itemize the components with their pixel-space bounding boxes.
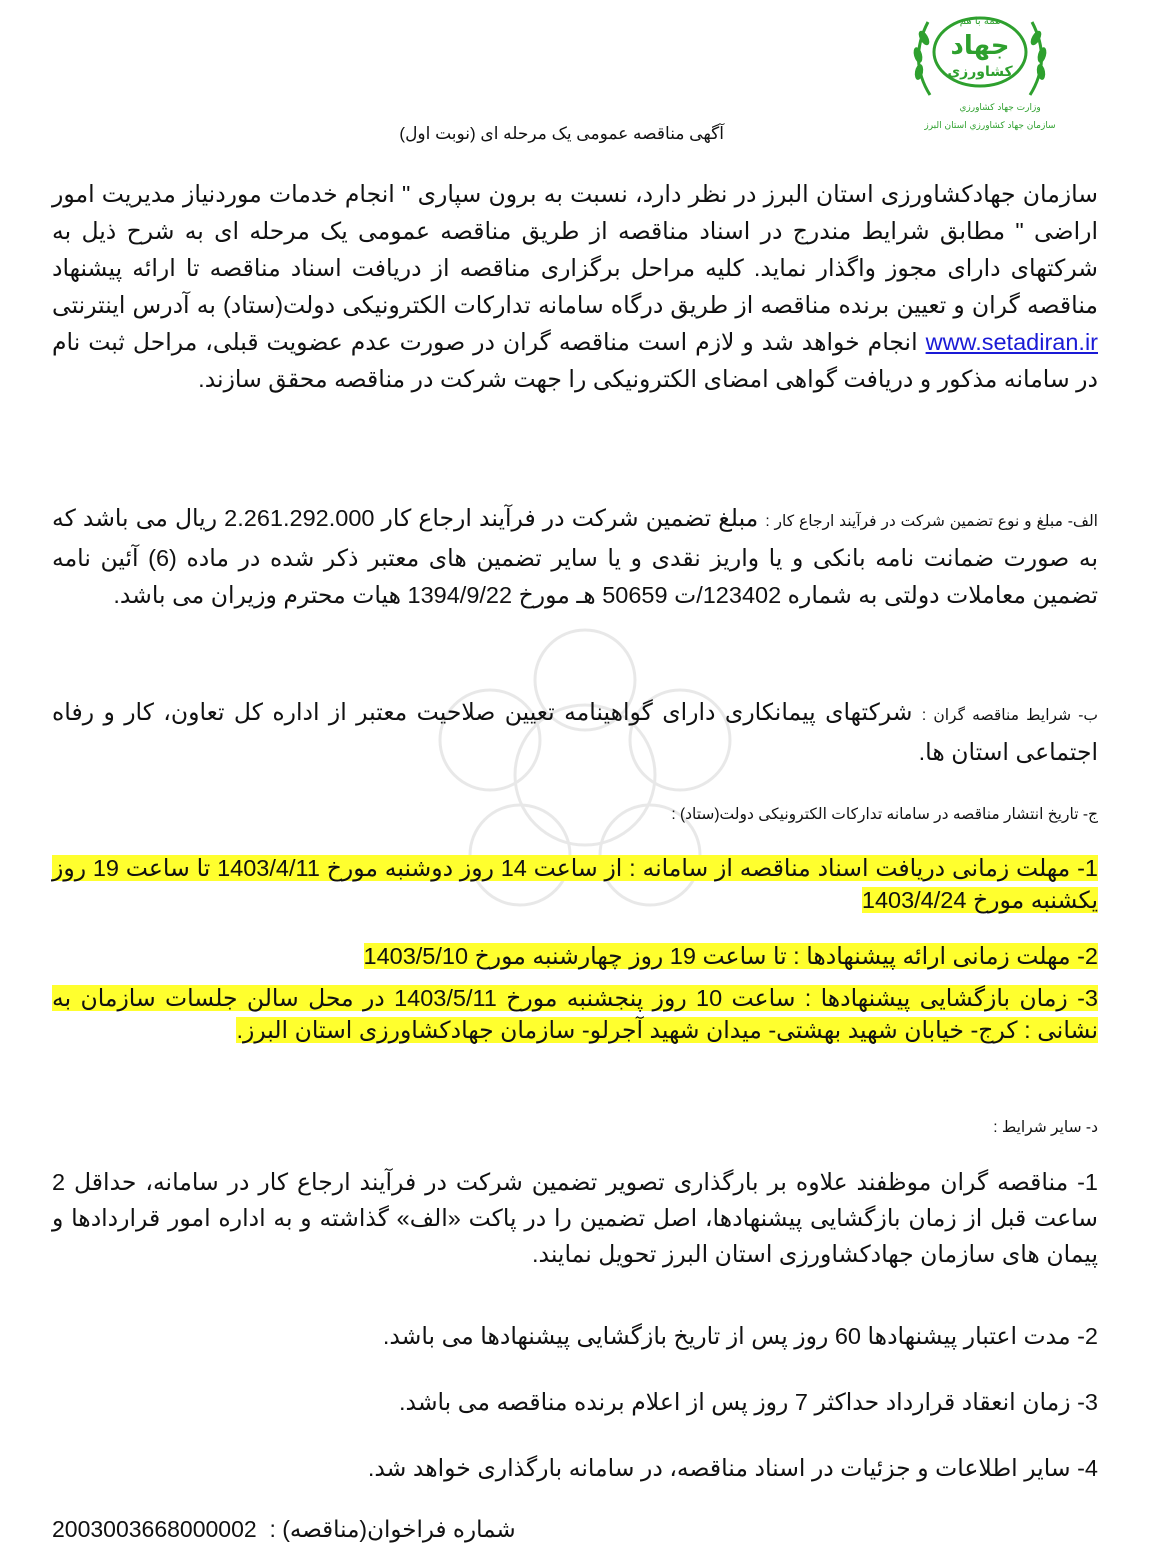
jahad-keshavarzi-logo (890, 0, 1070, 135)
intro-text-after-link: انجام خواهد شد و لازم است مناقصه گران در صورت عدم عضویت قبلی، مراحل ثبت نام در سامانه مذکور و دریافت گواهی امضای الکترونیکی را جهت شرکت در مناقصه محقق سازند. (52, 329, 1098, 392)
section-b (52, 694, 1098, 771)
condition-item: 4- سایر اطلاعات و جزئیات در اسناد مناقصه، در سامانه بارگذاری خواهد شد. (367, 1455, 1098, 1481)
date-item-text: 2- مهلت زمانی ارائه پیشنهادها : تا ساعت 19 روز چهارشنبه مورخ 1403/5/10 (363, 943, 1098, 969)
condition-item: 2- مدت اعتبار پیشنهادها 60 روز پس از تاریخ بازگشایی پیشنهادها می باشد. (382, 1323, 1098, 1349)
tender-number-value: 2003003668000002 (52, 1516, 257, 1542)
date-item (52, 940, 1098, 972)
announcement-heading: آگهی مناقصه عمومی یک مرحله ای (نوبت اول) (399, 124, 724, 143)
intro-text-before-link: سازمان جهادکشاورزی استان البرز در نظر دارد، نسبت به برون سپاری " انجام خدمات موردنیاز مدیریت امور اراضی " مطابق شرایط مندرج در اسناد مناقصه از طریق مناقصه عمومی یک مرحله ای به شرح ذیل به شرکتهای دارای مجوز واگذار نماید. کلیه مراحل برگزاری مناقصه از دریافت اسناد مناقصه تا ارائه پیشنهاد مناقصه گران و تعیین برنده مناقصه از طریق درگاه سامانه تدارکات الکترونیکی دولت(ستاد) به آدرس اینترنتی (52, 181, 1098, 318)
section-b-label: ب- شرایط مناقصه گران : (921, 707, 1098, 724)
section-c-label: ج- تاریخ انتشار مناقصه در سامانه تدارکات الکترونیکی دولت(ستاد) : (671, 806, 1098, 823)
condition-item: 1- مناقصه گران موظفند علاوه بر بارگذاری تصویر تضمین شرکت در فرآیند ارجاع کار در سامانه، حداقل 2 ساعت قبل از زمان بازگشایی پیشنهادها، اصل تضمین را در پاکت «الف» گذاشته و به اداره امور قراردادها و پیمان های سازمان جهادکشاورزی استان البرز تحویل نمایند. (52, 1169, 1098, 1267)
setadiran-link[interactable]: www.setadiran.ir (925, 329, 1098, 355)
tender-number (52, 1516, 516, 1543)
section-b-text: شرکتهای پیمانکاری دارای گواهینامه تعیین صلاحیت معتبر از اداره کل تعاون، کار و رفاه اجتماعی استان ها. (52, 699, 1098, 765)
logo-main-text: جهاد (950, 31, 1010, 61)
date-item (52, 982, 1098, 1046)
logo-top-text: همه با هم (959, 16, 1001, 27)
section-a-label: الف- مبلغ و نوع تضمین شرکت در فرآیند ارجاع کار : (765, 513, 1098, 530)
section-a (52, 500, 1098, 614)
tender-number-label: شماره فراخوان(مناقصه) : (269, 1516, 516, 1542)
date-item-text: 3- زمان بازگشایی پیشنهادها : ساعت 10 روز پنجشنبه مورخ 1403/5/11 در محل سالن جلسات سازمان به نشانی : کرج- خیابان شهید بهشتی- میدان شهید آجرلو- سازمان جهادکشاورزی استان البرز. (52, 985, 1098, 1043)
intro-paragraph (52, 176, 1098, 398)
section-a-text: مبلغ تضمین شرکت در فرآیند ارجاع کار 2.261.292.000 ریال می باشد که به صورت ضمانت نامه بانکی و یا واریز نقدی و یا سایر تضمین های معتبر ذکر شده در ماده (6) آئین نامه تضمین معاملات دولتی به شماره 123402/ت 50659 هـ مورخ 1394/9/22 هیات محترم وزیران می باشد. (52, 505, 1098, 608)
date-item-text: 1- مهلت زمانی دریافت اسناد مناقصه از سامانه : از ساعت 14 روز دوشنبه مورخ 1403/4/11 تا ساعت 19 روز یکشنبه مورخ 1403/4/24 (52, 855, 1098, 913)
logo-ministry: وزارت جهاد كشاورزي (959, 103, 1041, 113)
condition-item: 3- زمان انعقاد قرارداد حداکثر 7 روز پس از اعلام برنده مناقصه می باشد. (398, 1389, 1098, 1415)
date-item (52, 852, 1098, 916)
section-d-label: د- سایر شرایط : (993, 1119, 1098, 1136)
logo-province: سازمان جهاد كشاورزي استان البرز (924, 121, 1056, 131)
logo-sub-text: كشاورزي (947, 64, 1013, 80)
